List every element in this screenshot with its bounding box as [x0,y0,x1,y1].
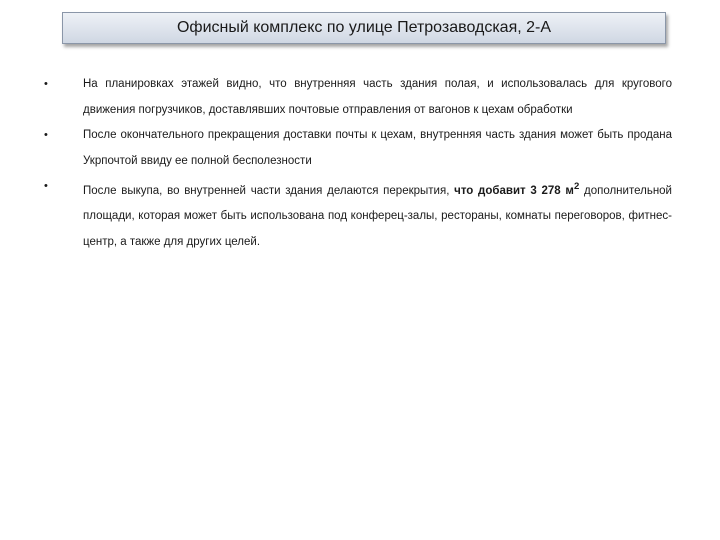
bullet-item [40,72,672,123]
bullet-text-bold-sup: 2 [573,181,580,192]
bullet-text-before: После выкупа, во внутренней части здания делаются перекрытия, [83,184,455,197]
bullet-text-after: дополнительной площади, которая может быть использована под конферец-залы, рестораны, комнаты переговоров, фитнес-центр, а также для других целей. [83,184,672,248]
bullet-item [40,174,672,255]
bullet-list [40,72,672,255]
bullet-item [40,123,672,174]
bullet-dot-icon: • [44,129,48,141]
bullet-dot-icon: • [44,78,48,90]
bullet-text-bold: что добавит 3 278 м [454,184,574,197]
bullet-dot-icon: • [44,180,48,192]
bullet-text: После окончательного прекращения доставки почты к цехам, внутренняя часть здания может быть продана Укрпочтой ввиду ее полной бесполезности [83,129,672,167]
slide-title-box [62,12,666,44]
slide-title: Офисный комплекс по улице Петрозаводская, 2-А [176,19,552,36]
bullet-text: На планировках этажей видно, что внутренняя часть здания полая, и использовалась для кругового движения погрузчиков, доставлявших почтовые отправления от вагонов к цехам обработки [83,78,672,116]
